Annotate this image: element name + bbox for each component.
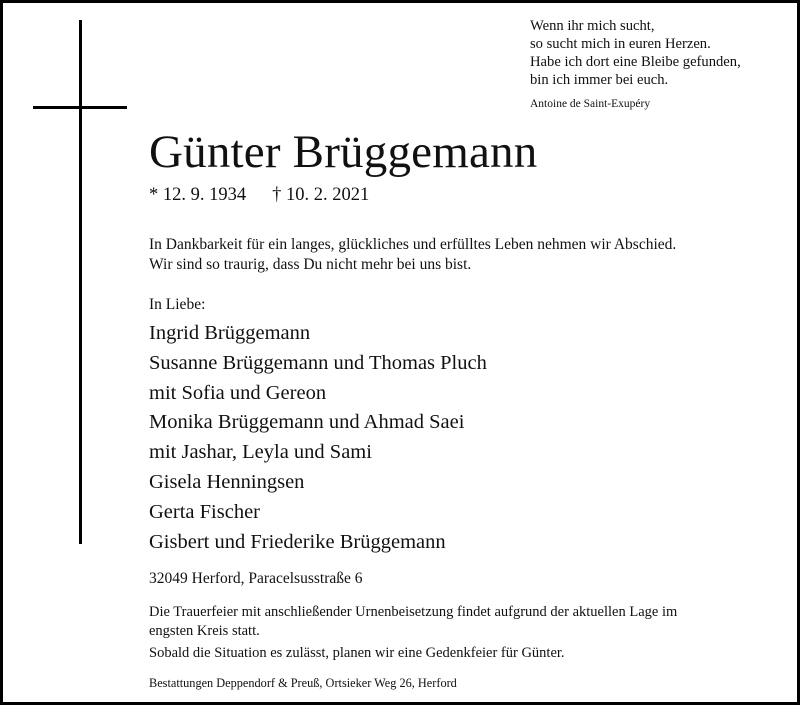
mourners-label: In Liebe: [149, 296, 206, 313]
notice-line: Sobald die Situation es zulässt, planen wir eine Gedenkfeier für Günter. [149, 645, 565, 661]
notice-line: engsten Kreis statt. [149, 623, 260, 639]
quote-author: Antoine de Saint-Exupéry [530, 98, 651, 110]
mourners-list [149, 319, 487, 557]
quote-line: bin ich immer bei euch. [530, 72, 669, 88]
deceased-name: Günter Brüggemann [149, 126, 538, 178]
quote [530, 17, 790, 89]
mourner-name: Gerta Fischer [149, 500, 260, 523]
cross-horizontal-bar [33, 106, 127, 109]
undertaker-info: Bestattungen Deppendorf & Preuß, Ortsieker Weg 26, Herford [149, 676, 457, 690]
quote-line: Habe ich dort eine Bleibe gefunden, [530, 54, 741, 70]
mourner-name: Susanne Brüggemann und Thomas Pluch [149, 351, 487, 374]
life-dates [149, 183, 369, 207]
death-date: † 10. 2. 2021 [272, 185, 370, 205]
cross-vertical-bar [79, 20, 82, 544]
mourner-name: mit Jashar, Leyla und Sami [149, 441, 372, 464]
mourner-name: Gisela Henningsen [149, 470, 305, 493]
intro-line: In Dankbarkeit für ein langes, glückliches und erfülltes Leben nehmen wir Abschied. [149, 236, 677, 253]
intro-text [149, 235, 676, 275]
notice-line: Die Trauerfeier mit anschließender Urnenbeisetzung findet aufgrund der aktuellen Lage im [149, 604, 678, 620]
birth-date: * 12. 9. 1934 [149, 185, 247, 205]
intro-line: Wir sind so traurig, dass Du nicht mehr bei uns bist. [149, 256, 472, 273]
mourner-name: Monika Brüggemann und Ahmad Saei [149, 411, 465, 434]
mourner-name: Ingrid Brüggemann [149, 322, 311, 344]
quote-line: so sucht mich in euren Herzen. [530, 36, 711, 52]
quote-line: Wenn ihr mich sucht, [530, 18, 655, 34]
mourner-name: Gisbert und Friederike Brüggemann [149, 530, 446, 553]
mourner-name: mit Sofia und Gereon [149, 381, 327, 404]
funeral-notice [149, 603, 677, 663]
family-address: 32049 Herford, Paracelsusstraße 6 [149, 570, 363, 587]
